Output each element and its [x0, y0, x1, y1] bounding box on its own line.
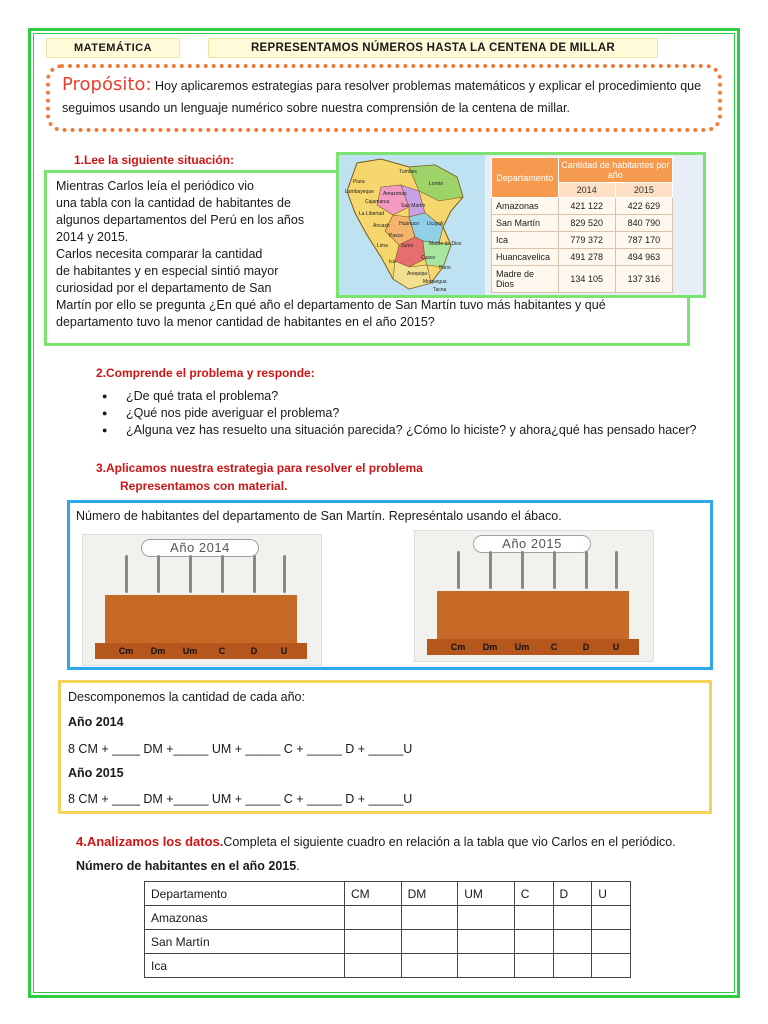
table-cell-department: Ica: [145, 954, 345, 978]
table-cell[interactable]: [553, 906, 592, 930]
abacus-body: [105, 595, 297, 645]
section-4-text: Completa el siguiente cuadro en relación a la tabla que vio Carlos en el periódico.: [223, 835, 676, 849]
abacus-rod: [553, 551, 556, 589]
table-row: [492, 232, 673, 249]
list-item: ● ¿Alguna vez has resuelto una situación parecida? ¿Cómo lo hiciste? y ahora¿qué has pensado hacer?: [100, 422, 720, 439]
abacus-2015: [414, 530, 654, 662]
purpose-text: Hoy aplicaremos estrategias para resolver problemas matemáticos y explicar el procedimiento que seguimos usando un lenguaje numérico sobre nuestra comprensión de la centena de millar.: [62, 79, 702, 115]
table-cell: 491 278: [558, 249, 615, 266]
table-cell[interactable]: [345, 906, 402, 930]
map-label: Ucayali: [427, 221, 444, 227]
newspaper-panel: [336, 152, 706, 298]
abacus-rod: [615, 551, 618, 589]
situation-text: [56, 178, 346, 297]
map-label: Junín: [401, 243, 414, 249]
abacus-body: [437, 591, 629, 641]
map-label: Áncash: [373, 223, 390, 229]
table-row: [492, 249, 673, 266]
table-row: [492, 215, 673, 232]
map-label: Cajamarca: [365, 199, 390, 205]
abacus-instruction: Número de habitantes del departamento de San Martín. Represéntalo usando el ábaco.: [76, 509, 562, 523]
table-row: [492, 266, 673, 293]
subject-label: MATEMÁTICA: [46, 38, 180, 58]
purpose-box: [46, 64, 722, 132]
table-cell[interactable]: [553, 954, 592, 978]
abacus-rod: [457, 551, 460, 589]
table-header: Departamento: [145, 882, 345, 906]
table-cell[interactable]: [592, 954, 631, 978]
map-label: Tumbes: [399, 169, 417, 175]
map-label: La Libertad: [359, 211, 385, 217]
map-label: Piura: [353, 179, 365, 185]
section-2-heading: 2.Comprende el problema y responde:: [96, 366, 315, 380]
map-label: Lambayeque: [345, 189, 374, 195]
section-1-heading: 1.Lee la siguiente situación:: [74, 153, 235, 167]
abacus-rod: [253, 555, 256, 593]
table-row: [145, 930, 631, 954]
page-title: REPRESENTAMOS NÚMEROS HASTA LA CENTENA DE MILLAR: [208, 38, 658, 58]
abacus-rod: [189, 555, 192, 593]
table-cell[interactable]: [401, 906, 458, 930]
section-4-period: .: [296, 859, 300, 873]
table-cell: 422 629: [615, 198, 672, 215]
table-row: [145, 906, 631, 930]
map-label: Cusco: [421, 255, 436, 261]
table-cell: 494 963: [615, 249, 672, 266]
map-label: Amazonas: [383, 191, 407, 197]
table-cell[interactable]: [401, 954, 458, 978]
abacus-place-label: D: [250, 646, 258, 656]
map-label: Puno: [439, 265, 451, 271]
situation-line: algunos departamentos del Perú en los años: [56, 213, 305, 227]
map-label: Loreto: [429, 181, 444, 187]
table-cell[interactable]: [458, 954, 515, 978]
table-cell: 787 170: [615, 232, 672, 249]
list-item: ● ¿Qué nos pide averiguar el problema?: [100, 405, 720, 422]
table-header-department: Departamento: [492, 158, 559, 198]
abacus-place-label: Um: [182, 646, 198, 656]
table-cell-department: San Martín: [145, 930, 345, 954]
table-cell[interactable]: [401, 930, 458, 954]
table-cell: 829 520: [558, 215, 615, 232]
table-cell: 137 316: [615, 266, 672, 293]
completion-table: [144, 881, 631, 978]
table-cell-department: Madre de Dios: [492, 266, 559, 293]
section-3-subheading: Representamos con material.: [120, 479, 288, 493]
situation-line: Carlos necesita comparar la cantidad: [56, 247, 263, 261]
year-2014-decomposition: 8 CM + ____ DM +_____ UM + _____ C + _____ D + _____U: [68, 742, 413, 756]
abacus-place-label: D: [582, 642, 590, 652]
map-label: San Martín: [401, 203, 426, 209]
table-header: D: [553, 882, 592, 906]
map-label: Arequipa: [407, 271, 428, 277]
peru-map: [339, 155, 485, 295]
abacus-rod: [489, 551, 492, 589]
abacus-rod: [157, 555, 160, 593]
abacus-title: Año 2015: [473, 535, 591, 553]
abacus-title: Año 2014: [141, 539, 259, 557]
table-cell[interactable]: [514, 930, 553, 954]
map-label: Ica: [389, 259, 396, 265]
table-cell[interactable]: [514, 954, 553, 978]
section-3-heading: 3.Aplicamos nuestra estrategia para resolver el problema: [96, 461, 423, 475]
list-item: ● ¿De qué trata el problema?: [100, 388, 720, 405]
table-cell-department: San Martín: [492, 215, 559, 232]
table-cell[interactable]: [458, 930, 515, 954]
table-header-row: [145, 882, 631, 906]
table-header: UM: [458, 882, 515, 906]
situation-line: Mientras Carlos leía el periódico vio: [56, 179, 255, 193]
table-cell-department: Amazonas: [492, 198, 559, 215]
table-cell[interactable]: [592, 906, 631, 930]
map-label: Huánuco: [399, 221, 420, 227]
abacus-place-label: C: [218, 646, 226, 656]
year-2015-decomposition: 8 CM + ____ DM +_____ UM + _____ C + _____ D + _____U: [68, 792, 413, 806]
table-cell-department: Huancavelica: [492, 249, 559, 266]
situation-question: Martín por ello se pregunta ¿En qué año el departamento de San Martín tuvo más habitantes y qué departamento tuvo la menor cantidad de habitantes en el año 2015?: [56, 298, 606, 329]
population-table: [491, 157, 673, 293]
table-header: C: [514, 882, 553, 906]
map-label: Pasco: [389, 233, 403, 239]
table-cell[interactable]: [592, 930, 631, 954]
abacus-place-label: C: [550, 642, 558, 652]
table-cell: 134 105: [558, 266, 615, 293]
table-cell-department: Ica: [492, 232, 559, 249]
year-2014-label: Año 2014: [68, 715, 124, 729]
abacus-place-label: Dm: [482, 642, 498, 652]
table-cell[interactable]: [345, 954, 402, 978]
abacus-place-label: Um: [514, 642, 530, 652]
map-label: Madre de Dios: [429, 241, 462, 247]
table-cell[interactable]: [345, 930, 402, 954]
table-header-year: 2014: [558, 183, 615, 198]
map-label: Tacna: [433, 287, 447, 293]
table-header: CM: [345, 882, 402, 906]
table-cell: 779 372: [558, 232, 615, 249]
map-label: Lima: [377, 243, 388, 249]
section-4-heading: 4.Analizamos los datos.: [76, 834, 224, 849]
section-4-bold-text: Número de habitantes en el año 2015: [76, 859, 297, 873]
abacus-rod: [283, 555, 286, 593]
abacus-place-label: Cm: [118, 646, 134, 656]
year-2015-label: Año 2015: [68, 766, 124, 780]
question-list: [100, 388, 720, 439]
abacus-rod: [125, 555, 128, 593]
table-header: U: [592, 882, 631, 906]
map-label: Moquegua: [423, 279, 447, 285]
decompose-intro: Descomponemos la cantidad de cada año:: [68, 690, 305, 704]
situation-line: de habitantes y en especial sintió mayor: [56, 264, 279, 278]
abacus-place-label: Dm: [150, 646, 166, 656]
abacus-rod: [585, 551, 588, 589]
table-cell: 421 122: [558, 198, 615, 215]
situation-line: una tabla con la cantidad de habitantes de: [56, 196, 291, 210]
table-cell[interactable]: [458, 906, 515, 930]
table-cell-department: Amazonas: [145, 906, 345, 930]
abacus-place-label: U: [280, 646, 288, 656]
abacus-rod: [521, 551, 524, 589]
abacus-place-label: Cm: [450, 642, 466, 652]
section-4-paragraph: [76, 830, 720, 878]
situation-line: 2014 y 2015.: [56, 230, 129, 244]
table-cell[interactable]: [553, 930, 592, 954]
table-cell: 840 790: [615, 215, 672, 232]
situation-line: curiosidad por el departamento de San: [56, 281, 272, 295]
table-row: [145, 954, 631, 978]
abacus-rod: [221, 555, 224, 593]
table-header: DM: [401, 882, 458, 906]
table-row: [492, 198, 673, 215]
table-header-year: 2015: [615, 183, 672, 198]
abacus-place-label: U: [612, 642, 620, 652]
table-header-group: Cantidad de habitantes por año: [558, 158, 672, 183]
table-cell[interactable]: [514, 906, 553, 930]
purpose-label: Propósito:: [62, 74, 152, 95]
abacus-2014: [82, 534, 322, 666]
